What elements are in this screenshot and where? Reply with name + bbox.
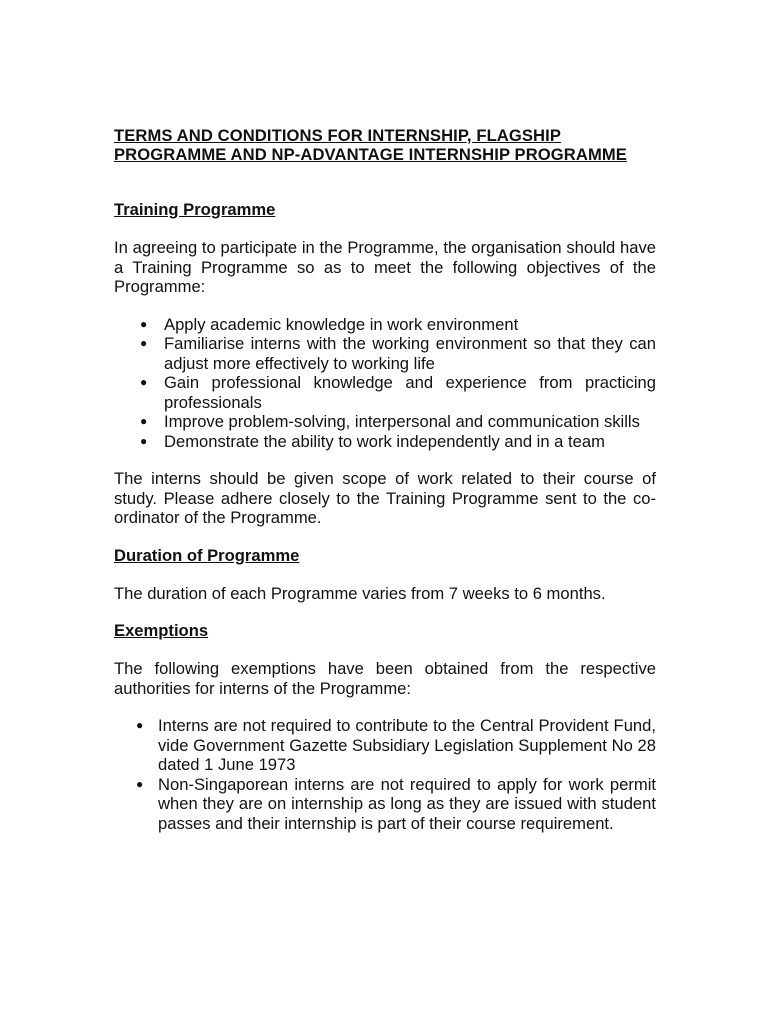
exemptions-list — [114, 716, 656, 833]
document-page — [114, 126, 656, 833]
document-title-line-2: PROGRAMME AND NP-ADVANTAGE INTERNSHIP PROGRAMME — [114, 145, 627, 164]
bullet-icon: ● — [136, 776, 144, 791]
bullet-icon: ● — [140, 375, 148, 389]
exemptions-heading: Exemptions — [114, 621, 209, 640]
duration-heading: Duration of Programme — [114, 545, 300, 565]
list-item-text: Demonstrate the ability to work independently and in a team — [164, 431, 605, 451]
document-title — [114, 126, 656, 164]
duration-paragraph: The duration of each Programme varies from 7 weeks to 6 months. — [114, 583, 606, 603]
list-item-text: Gain professional knowledge and experience from practicing professionals — [164, 373, 656, 412]
list-item — [114, 432, 656, 452]
bullet-icon: ● — [136, 718, 144, 732]
list-item-text: Improve problem-solving, interpersonal and communication skills — [164, 412, 640, 431]
list-item — [114, 716, 656, 775]
list-item — [114, 373, 656, 412]
document-title-line-1: TERMS AND CONDITIONS FOR INTERNSHIP, FLAGSHIP — [114, 126, 562, 145]
bullet-icon: ● — [140, 414, 148, 428]
list-item-text: Apply academic knowledge in work environment — [164, 314, 519, 334]
training-objectives-list — [114, 315, 656, 452]
list-item-text: Non-Singaporean interns are not required to apply for work permit when they are on internship as long as they are issued with student passes and their internship is part of their course requirement. — [158, 774, 656, 833]
list-item — [114, 775, 656, 834]
exemptions-intro-paragraph: The following exemptions have been obtained from the respective authorities for interns of the Programme: — [114, 659, 656, 698]
training-intro-paragraph: In agreeing to participate in the Programme, the organisation should have a Training Programme so as to meet the following objectives of the Programme: — [114, 238, 656, 296]
bullet-icon: ● — [140, 336, 148, 350]
list-item — [114, 412, 656, 432]
list-item — [114, 315, 656, 335]
list-item-text: Familiarise interns with the working environment so that they can adjust more effectively to working life — [164, 334, 656, 373]
list-item — [114, 334, 656, 373]
training-programme-heading: Training Programme — [114, 200, 276, 219]
bullet-icon: ● — [140, 433, 148, 448]
bullet-icon: ● — [140, 316, 148, 331]
list-item-text: Interns are not required to contribute to the Central Provident Fund, vide Government Gazette Subsidiary Legislation Supplement No 28 dated 1 June 1973 — [158, 716, 656, 774]
training-closing-paragraph: The interns should be given scope of work related to their course of study. Please adhere closely to the Training Programme sent to the co-ordinator of the Programme. — [114, 469, 656, 527]
